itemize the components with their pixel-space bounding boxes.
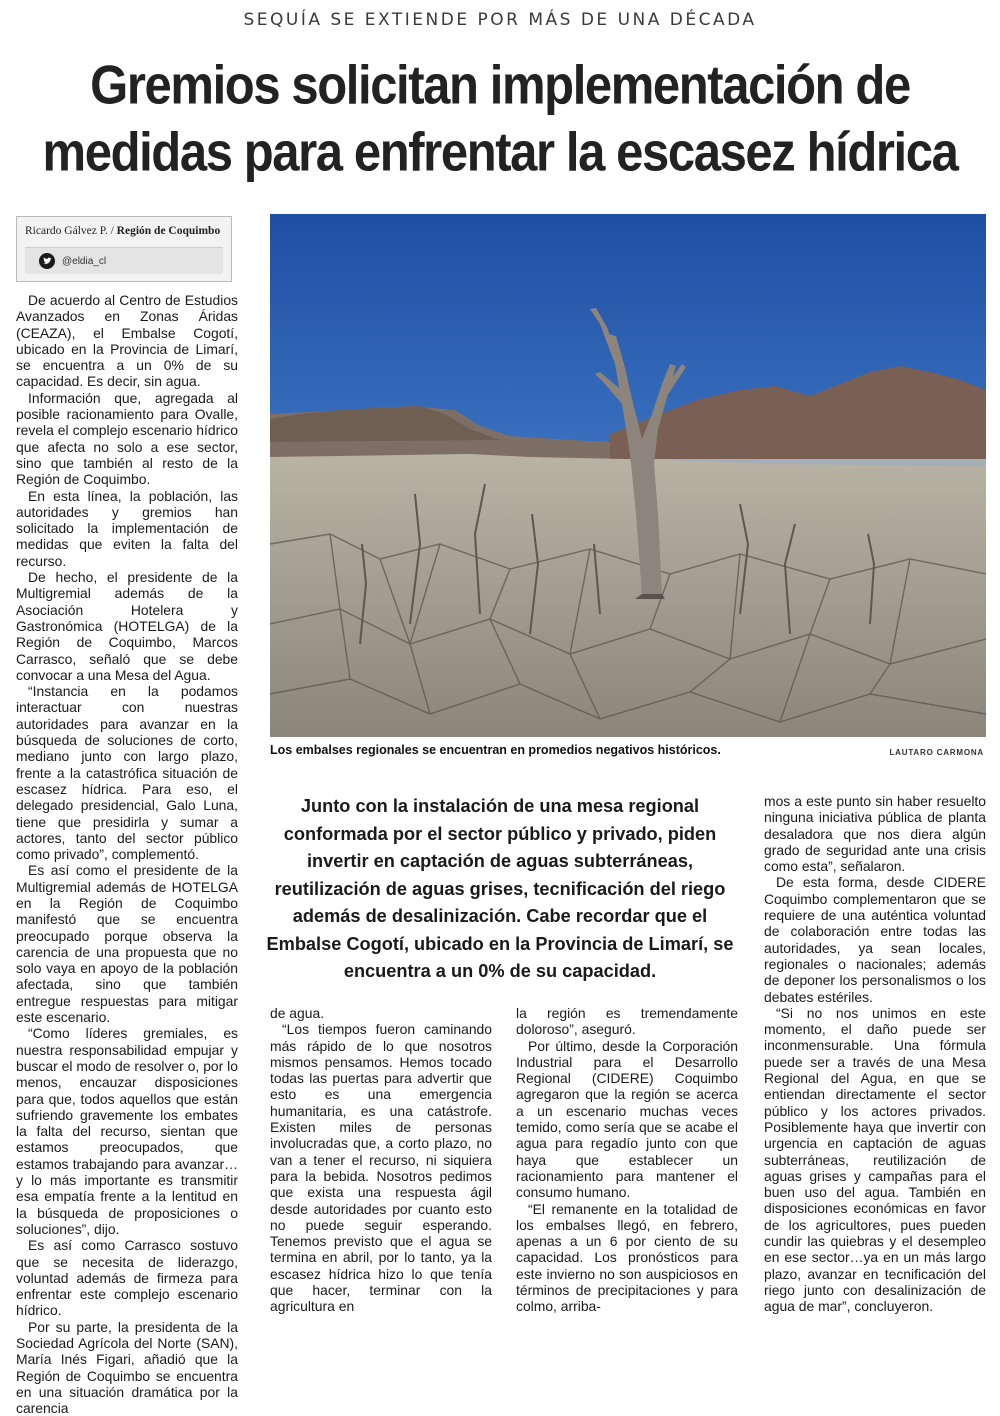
byline-names [17,217,231,237]
headline [14,52,986,186]
twitter-handle[interactable]: @eldia_cl [62,255,107,267]
paragraph: De acuerdo al Centro de Estudios Avanzados en Zonas Áridas (CEAZA), el Embalse Cogotí, ubicado en la Provincia de Limarí, se encuentra a un 0% de su capacidad. Es decir, sin agua. [16,292,238,390]
headline-line-1: Gremios solicitan implementación de [90,55,910,116]
paragraph: mos a este punto sin haber resuelto ninguna iniciativa pública de planta desaladora que nos diera algún grado de seguridad ante una crisis como esta”, señalaron. [764,793,986,875]
paragraph: De esta forma, desde CIDERE Coquimbo complementaron que se requiere de una auténtica voluntad de colaboración entre todas las autoridades, ya sean locales, regionales o nacionales; además de deponer los personalismos o los debates estériles. [764,874,986,1005]
twitter-bar[interactable] [25,247,223,274]
paragraph: Es así como el presidente de la Multigremial además de HOTELGA en la Región de Coquimbo manifestó que se encuentra preocupado porque observa la carencia de una propuesta que no solo vaya en apoyo de la población afectada, sino que también entregue respuestas para mitigar este escenario. [16,862,238,1026]
dry-reservoir-photo [270,214,986,737]
lead-photo [270,214,986,737]
column-2 [270,1005,492,1315]
pull-quote: Junto con la instalación de una mesa regional conformada por el sector público y privado, piden invertir en captación de aguas subterráneas, reutilización de aguas grises, tecnificación del riego además de desalinización. Cabe recordar que el Embalse Cogotí, ubicado en la Provincia de Limarí, se encuentra a un 0% de su capacidad. [266,796,734,981]
paragraph: “Los tiempos fueron caminando más rápido de lo que nosotros mismos pensamos. Hemos tocado todas las puertas para advertir que esto es una emergencia humanitaria, es una catástrofe. Existen miles de personas involucradas que, a corto plazo, no van a tener el recurso, ni siquiera para la bebida. Nosotros pedimos que exista una respuesta ágil desde autoridades por cuanto esto no puede seguir esperando. Tenemos previsto que el agua se termina en abril, por lo tanto, ya la escasez hídrica hizo lo que tenía que hacer, terminar con la agricultura en [270,1021,492,1315]
photo-credit: LAUTARO CARMONA [889,748,984,757]
byline-region: Región de Coquimbo [116,225,221,237]
paragraph: “Instancia en la podamos interactuar con nuestras autoridades para avanzar en la búsqueda de soluciones de corto, mediano junto con largo plazo, frente a la catastrófica situación de escasez hídrica. Para eso, el delegado presidencial, Galo Luna, tiene que presidirla y sumar a actores, tanto del sector público como privado”, complementó. [16,683,238,863]
column-1 [16,292,238,1416]
paragraph: En esta línea, la población, las autoridades y gremios han solicitado la implementación de medidas que eviten la falta del recurso. [16,487,238,569]
kicker: SEQUÍA SE EXTIENDE POR MÁS DE UNA DÉCADA [243,10,757,30]
paragraph: De hecho, el presidente de la Multigremial además de la Asociación Hotelera y Gastronómica (HOTELGA) de la Región de Coquimbo, Marcos Carrasco, señaló que se debe convocar a una Mesa del Agua. [16,569,238,683]
paragraph: Información que, agregada al posible racionamiento para Ovalle, revela el complejo escenario hídrico que afecta no solo a ese sector, sino que también al resto de la Región de Coquimbo. [16,389,238,488]
paragraph: Por su parte, la presidenta de la Sociedad Agrícola del Norte (SAN), María Inés Figari, añadió que la Región de Coquimbo se encuentra en una situación dramática por la carencia [16,1318,238,1416]
paragraph: Es así como Carrasco sostuvo que se necesita de liderazgo, voluntad además de firmeza para enfrentar este complejo escenario hídrico. [16,1237,238,1319]
byline-box [16,216,232,282]
paragraph: Por último, desde la Corporación Industrial para el Desarrollo Regional (CIDERE) Coquimbo agregaron que la región se acerca a un escenario muchas veces temido, como sería que se acabe el agua para regadío junto con que haya que establecer un racionamiento para mantener el consumo humano. [516,1037,738,1201]
paragraph: la región es tremendamente doloroso”, aseguró. [516,1005,738,1038]
column-3 [516,1005,738,1315]
column-4 [764,793,986,1315]
twitter-bird-icon [39,253,55,269]
byline-separator: / [110,225,114,237]
paragraph: “El remanente en la totalidad de los embalses llegó, en febrero, apenas a un 6 por ciento de su capacidad. Los pronósticos para este invierno no son auspiciosos en términos de precipitaciones y para colmo, arriba- [516,1200,738,1315]
headline-line-2: medidas para enfrentar la escasez hídrica [42,122,958,184]
paragraph: de agua. [270,1005,325,1021]
photo-caption: Los embalses regionales se encuentran en promedios negativos históricos. [270,743,721,757]
byline-author: Ricardo Gálvez P. [25,225,108,237]
paragraph: “Como líderes gremiales, es nuestra responsabilidad empujar y buscar el modo de resolver o, por lo menos, encauzar disposiciones para que, todos aquellos que están sufriendo gravemente los embates la falta del recurso, sientan que estamos preocupados, que estamos trabajando para avanzar…y lo más importante es transmitir esa empatía frente a la lentitud en la búsqueda de proposiciones o soluciones”, dijo. [16,1025,238,1237]
paragraph: “Si no nos unimos en este momento, el daño puede ser inconmensurable. Una fórmula puede ser a través de una Mesa Regional del Agua, en que se entiendan directamente el sector público y los actores privados. Posiblemente haya que invertir con urgencia en captación de aguas subterráneas, reutilización de aguas grises y campañas para el buen uso del agua. También en disposiciones económicas en favor de los agricultores, pues pueden cundir las quiebras y el desempleo en ese sector…ya en un más largo plazo, avanzar en tecnificación del riego junto con desalinización de agua de mar”, concluyeron. [764,1004,986,1315]
